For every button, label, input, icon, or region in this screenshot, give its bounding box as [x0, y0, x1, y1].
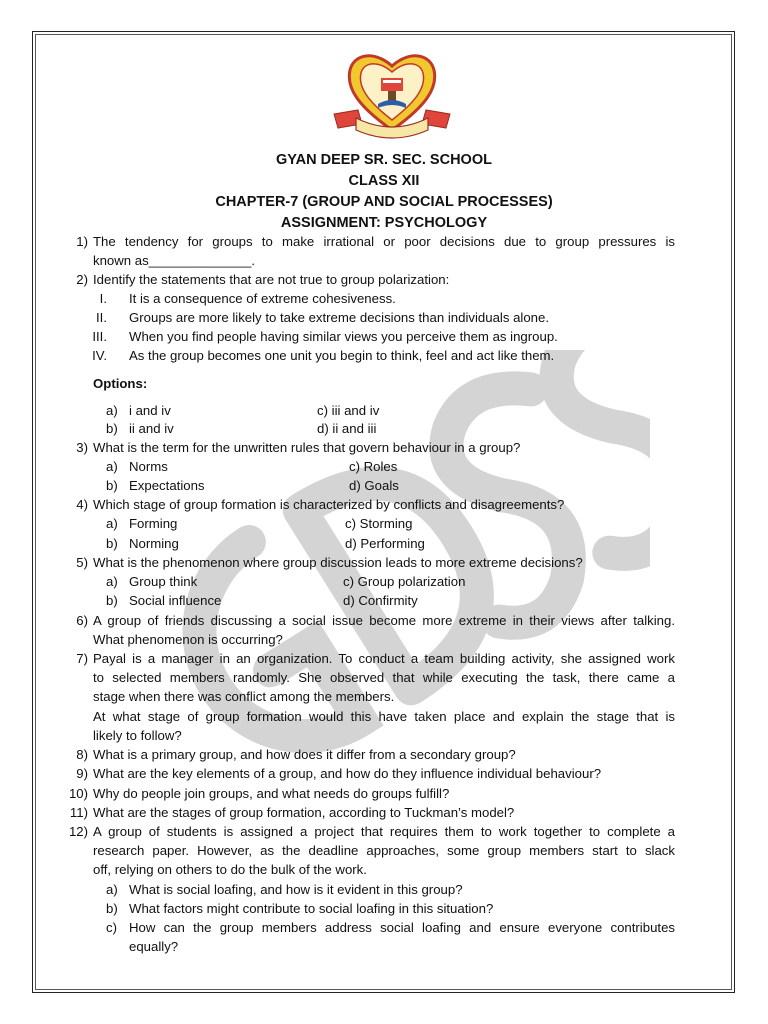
question-text: to selected members randomly. She observed that while executing the task, there came a	[93, 670, 675, 685]
statement-text: As the group becomes one unit you begin to think, feel and act like them.	[129, 348, 555, 363]
question-text: Identify the statements that are not true to group polarization:	[93, 272, 450, 287]
option-letter: a)	[106, 574, 118, 589]
chapter-title: CHAPTER-7 (GROUP AND SOCIAL PROCESSES)	[215, 194, 553, 210]
question-text: known as______________.	[93, 253, 256, 268]
question-text: A group of friends discussing a social issue become more extreme in their views after talking.	[93, 613, 675, 628]
question-text: likely to follow?	[93, 728, 182, 743]
statement-text: When you find people having similar views you perceive them as ingroup.	[129, 329, 558, 344]
option-text: d) Goals	[349, 478, 399, 493]
question-text: What phenomenon is occurring?	[93, 632, 283, 647]
school-name: GYAN DEEP SR. SEC. SCHOOL	[276, 152, 492, 168]
question-text: At what stage of group formation would this have taken place and explain the stage that is	[93, 709, 675, 724]
question-number: 3)	[76, 440, 88, 455]
question-text: stage when there was conflict among the members.	[93, 689, 395, 704]
option-letter: b)	[106, 421, 118, 436]
question-number: 10)	[68, 786, 88, 801]
question-text: What are the stages of group formation, according to Tuckman’s model?	[93, 805, 515, 820]
options-label: Options:	[93, 376, 148, 391]
option-text: c) Group polarization	[343, 574, 466, 589]
option-text: ii and iv	[129, 421, 174, 436]
question-number: 5)	[76, 555, 88, 570]
question-number: 6)	[76, 613, 88, 628]
question-text: What is a primary group, and how does it differ from a secondary group?	[93, 747, 516, 762]
question-text: What are the key elements of a group, and how do they influence individual behaviour?	[93, 766, 602, 781]
option-text: Norming	[129, 536, 179, 551]
question-text: Which stage of group formation is characterized by conflicts and disagreements?	[93, 497, 565, 512]
assignment-title: ASSIGNMENT: PSYCHOLOGY	[280, 215, 488, 231]
sub-question-letter: b)	[106, 901, 118, 916]
option-text: Norms	[129, 459, 168, 474]
sub-question-text: equally?	[129, 939, 179, 954]
question-number: 9)	[76, 766, 88, 781]
option-text: d) ii and iii	[317, 421, 377, 436]
option-letter: a)	[106, 516, 118, 531]
question-number: 8)	[76, 747, 88, 762]
option-text: d) Performing	[345, 536, 425, 551]
statement-text: Groups are more likely to take extreme decisions than individuals alone.	[129, 310, 550, 325]
option-text: Forming	[129, 516, 178, 531]
option-text: c) Roles	[349, 459, 398, 474]
question-number: 11)	[69, 805, 88, 820]
option-letter: b)	[106, 536, 118, 551]
question-text: What is the phenomenon where group discussion leads to more extreme decisions?	[93, 555, 583, 570]
option-text: d) Confirmity	[343, 593, 418, 608]
option-text: c) iii and iv	[317, 403, 380, 418]
sub-question-text: How can the group members address social loafing and ensure everyone contributes	[129, 920, 675, 935]
class-title: CLASS XII	[348, 173, 420, 189]
question-text: research paper. However, as the deadline approaches, some group members start to slack	[93, 843, 675, 858]
question-number: 7)	[76, 651, 88, 666]
option-text: c) Storming	[345, 516, 413, 531]
statement-number: II.	[96, 310, 107, 325]
question-number: 2)	[76, 272, 88, 287]
sub-question-text: What is social loafing, and how is it evident in this group?	[129, 882, 463, 897]
option-text: i and iv	[129, 403, 171, 418]
question-number: 1)	[76, 234, 88, 249]
question-number: 12)	[68, 824, 88, 839]
option-letter: b)	[106, 593, 118, 608]
option-letter: b)	[106, 478, 118, 493]
statement-text: It is a consequence of extreme cohesiveness.	[129, 291, 396, 306]
question-number: 4)	[76, 497, 88, 512]
option-letter: a)	[106, 459, 118, 474]
question-text: The tendency for groups to make irrational or poor decisions due to group pressures is	[93, 234, 675, 249]
sub-question-text: What factors might contribute to social loafing in this situation?	[129, 901, 494, 916]
statement-number: I.	[99, 291, 107, 306]
sub-question-letter: c)	[106, 920, 117, 935]
option-text: Social influence	[129, 593, 222, 608]
question-text: off, relying on others to do the bulk of the work.	[93, 862, 367, 877]
option-text: Group think	[129, 574, 198, 589]
option-letter: a)	[106, 403, 118, 418]
question-text: Why do people join groups, and what needs do groups fulfill?	[93, 786, 450, 801]
question-text: Payal is a manager in an organization. To conduct a team building activity, she assigned work	[93, 651, 675, 666]
statement-number: IV.	[92, 348, 107, 363]
question-text: A group of students is assigned a project that requires them to work together to complete a	[93, 824, 675, 839]
question-text: What is the term for the unwritten rules that govern behaviour in a group?	[93, 440, 521, 455]
option-text: Expectations	[129, 478, 205, 493]
sub-question-letter: a)	[106, 882, 118, 897]
statement-number: III.	[92, 329, 107, 344]
